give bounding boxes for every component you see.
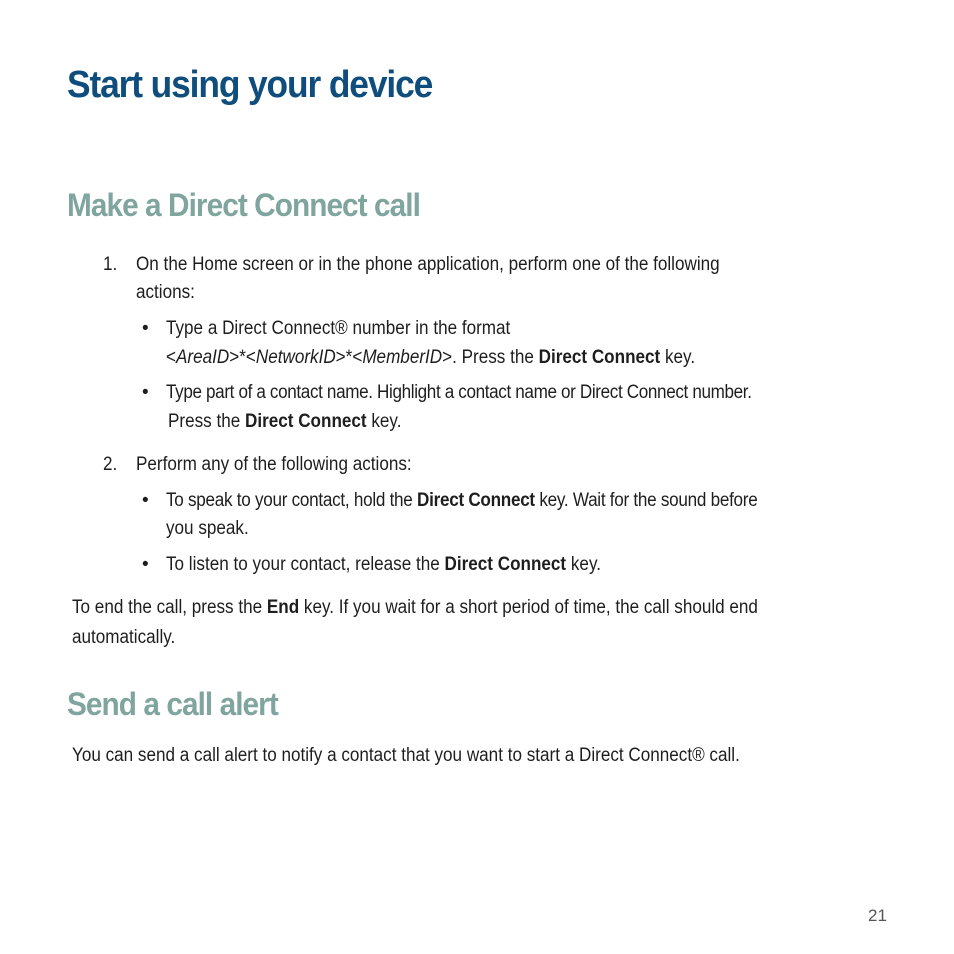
step-number-1: 1. — [103, 254, 118, 275]
call-alert-description: You can send a call alert to notify a contact that you want to start a Direct Connect® call. — [72, 745, 740, 766]
direct-connect-key-label: Direct Connect — [244, 411, 367, 432]
bullet-marker: • — [142, 490, 149, 511]
step-1-text-line2: actions: — [136, 282, 195, 303]
end-key-label: End — [266, 597, 300, 618]
step-1-bullet-2-line2: Press the Direct Connect key. — [168, 411, 402, 432]
direct-connect-key-label: Direct Connect — [444, 554, 567, 575]
step-2-bullet-2: To listen to your contact, release the Direct Connect key. — [166, 554, 601, 575]
step-1-bullet-2-line1: Type part of a contact name. Highlight a contact name or Direct Connect number. — [166, 382, 752, 403]
step-1-bullet-1-line2: <AreaID>*<NetworkID>*<MemberID>. Press the Direct Connect key. — [166, 347, 696, 368]
step-1-text-line1: On the Home screen or in the phone application, perform one of the following — [136, 254, 720, 275]
network-id-placeholder: NetworkID — [255, 347, 336, 368]
step-2-text: Perform any of the following actions: — [136, 454, 412, 475]
page-number: 21 — [868, 906, 887, 925]
page-title: Start using your device — [67, 64, 433, 106]
end-call-note-line1: To end the call, press the End key. If you wait for a short period of time, the call should end — [72, 597, 758, 618]
step-1-bullet-1-line1: Type a Direct Connect® number in the format — [166, 318, 511, 339]
section-heading-direct-connect-call: Make a Direct Connect call — [67, 187, 420, 223]
direct-connect-key-label: Direct Connect — [538, 347, 661, 368]
member-id-placeholder: MemberID — [362, 347, 443, 368]
bullet-marker: • — [142, 382, 149, 403]
step-number-2: 2. — [103, 454, 118, 475]
section-heading-call-alert: Send a call alert — [67, 686, 278, 722]
direct-connect-key-label: Direct Connect — [417, 490, 535, 511]
bullet-marker: • — [142, 554, 149, 575]
step-2-bullet-1-line1: To speak to your contact, hold the Direct Connect key. Wait for the sound before — [166, 490, 758, 511]
bullet-marker: • — [142, 318, 149, 339]
end-call-note-line2: automatically. — [72, 627, 176, 648]
step-2-bullet-1-line2: you speak. — [166, 518, 249, 539]
area-id-placeholder: AreaID — [175, 347, 230, 368]
